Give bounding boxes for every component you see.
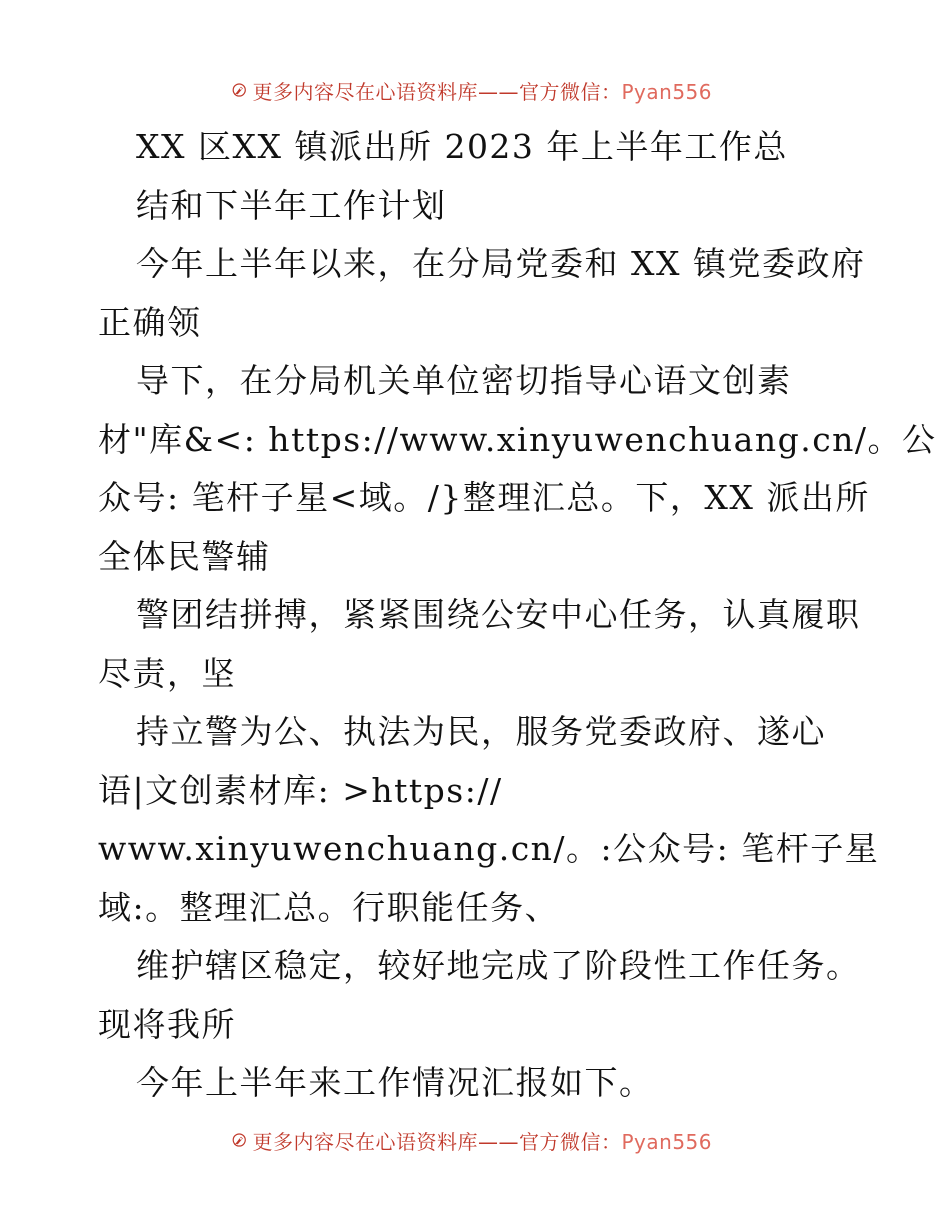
doc-line: 今年上半年以来，在分局党委和 XX 镇党委政府 [136,244,866,283]
doc-line: 域:。整理汇总。行职能任务、 [98,887,560,927]
doc-line: 正确领 [98,302,202,342]
doc-line: www.xinyuwenchuang.cn/。:公众号: 笔杆子星 [98,829,880,868]
doc-line: 持立警为公、执法为民，服务党委政府、遂心 [136,712,826,751]
header-banner-title: 更多内容尽在心语资料库 [252,79,478,104]
doc-line: 材"库&<: https://www.xinyuwenchuang.cn/。公 [98,419,937,459]
doc-line: 众号: 笔杆子星<域。/}整理汇总。下，XX 派出所 [98,478,870,517]
doc-line: 语|文创素材库: >https:// [98,770,503,810]
header-banner [232,70,712,110]
doc-line: 导下，在分局机关单位密切指导心语文创素 [136,361,792,400]
pen-nib-logo-icon [232,1122,246,1158]
doc-line-title-1: XX 区XX 镇派出所 2023 年上半年工作总 [136,127,788,166]
footer-banner-separator: —— [477,1129,519,1154]
header-banner-separator: —— [477,79,519,104]
footer-banner-title: 更多内容尽在心语资料库 [252,1129,478,1154]
doc-line: 现将我所 [98,1004,236,1044]
doc-line: 全体民警辅 [98,536,271,576]
footer-banner-suffix: 官方微信： [518,1129,622,1154]
doc-line: 今年上半年来工作情况汇报如下。 [136,1063,654,1102]
doc-line: 尽责，坚 [98,653,236,693]
document-body [98,118,937,1113]
header-banner-text [252,76,712,105]
footer-banner-text [252,1126,712,1155]
doc-line: 警团结拼搏，紧紧围绕公安中心任务，认真履职 [136,595,861,634]
header-banner-suffix: 官方微信： [518,79,622,104]
header-banner-wechat-id: Pyan556 [621,79,712,104]
doc-line-title-2: 结和下半年工作计划 [136,185,447,225]
doc-line: 维护辖区稳定，较好地完成了阶段性工作任务。 [136,946,861,985]
footer-banner [232,1120,712,1160]
pen-nib-logo-icon [232,72,246,108]
footer-banner-wechat-id: Pyan556 [621,1129,712,1154]
